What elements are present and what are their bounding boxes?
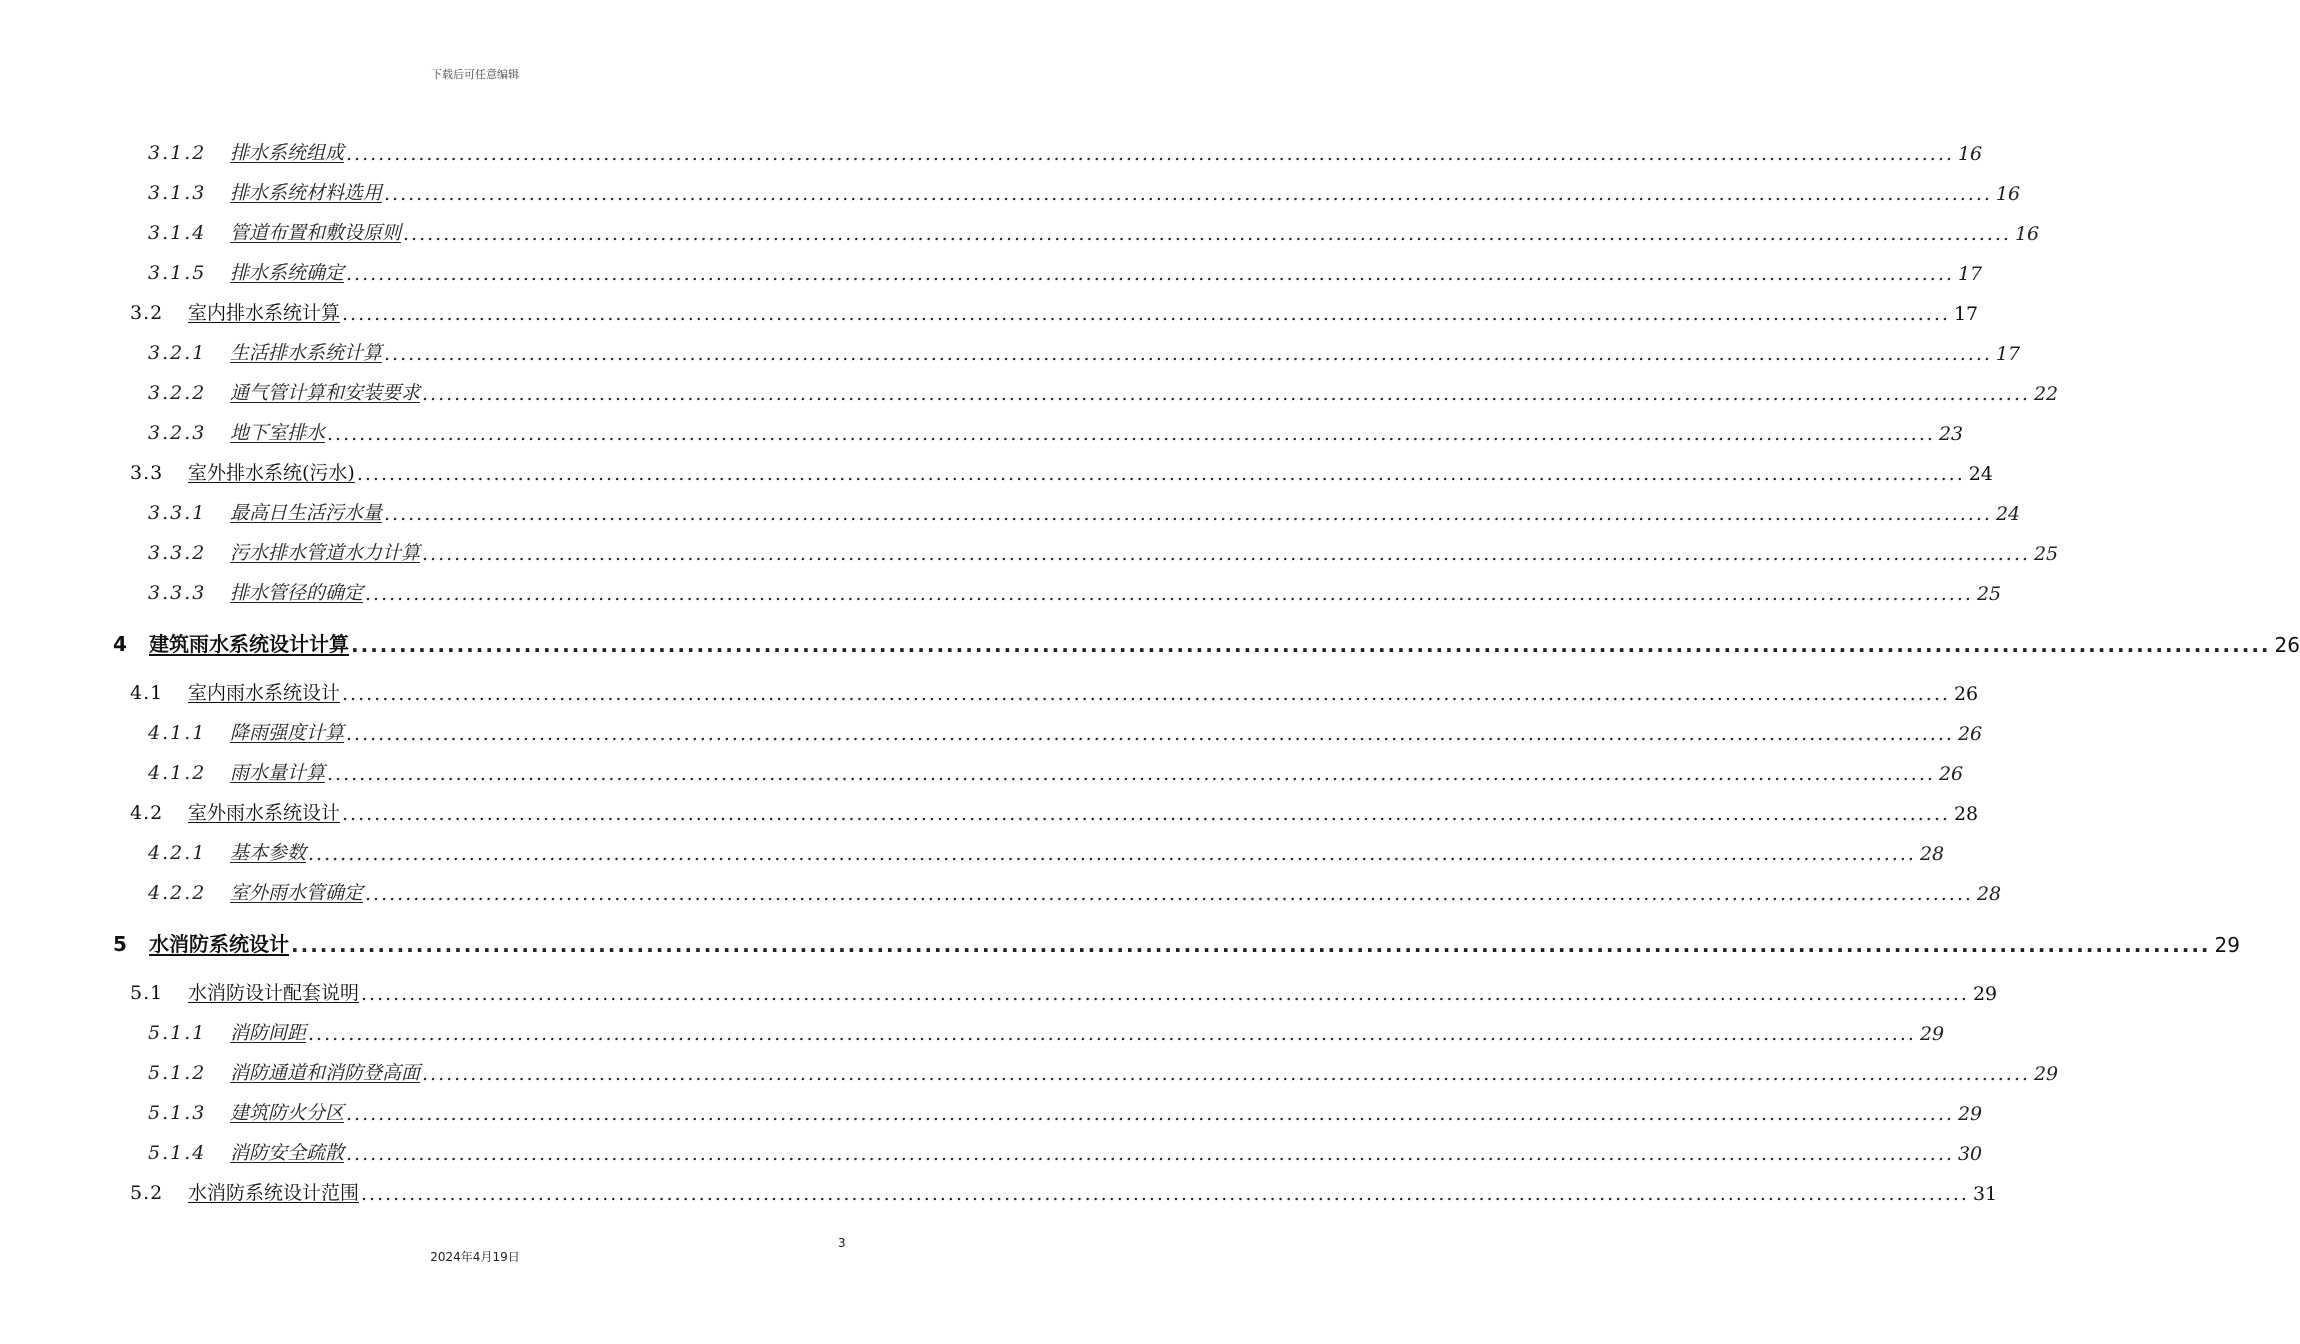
toc-dot-leader: ........................................................................................................................................................................................................ (365, 583, 1973, 605)
toc-entry[interactable] (113, 628, 2300, 657)
toc-dot-leader: ........................................................................................................................................................................................................ (342, 303, 1950, 325)
toc-entry-page: 28 (1953, 803, 1979, 825)
toc-entry-text: 降雨强度计算 (230, 722, 345, 744)
toc-entry-page: 24 (1995, 503, 2021, 525)
toc-entry-title[interactable] (148, 1138, 346, 1165)
toc-entry[interactable] (130, 458, 1993, 485)
toc-entry-title[interactable] (148, 1018, 308, 1045)
toc-entry-page: 28 (1976, 883, 2002, 905)
toc-entry-text: 污水排水管道水力计算 (230, 542, 421, 564)
toc-entry-text: 基本参数 (230, 842, 307, 864)
page-number: 3 (838, 1236, 846, 1250)
toc-entry-number: 3.2.2 (148, 382, 207, 404)
toc-entry-page: 17 (1957, 263, 1983, 285)
toc-entry-title[interactable] (148, 1098, 346, 1125)
toc-dot-leader: ........................................................................................................................................................................................................ (384, 183, 1992, 205)
toc-entry[interactable] (148, 418, 1964, 445)
toc-entry-number: 3.1.2 (148, 142, 207, 164)
toc-dot-leader: ........................................................................................................................................................................................................ (346, 263, 1954, 285)
toc-entry[interactable] (148, 758, 1964, 785)
toc-entry[interactable] (148, 1098, 1983, 1125)
toc-entry-title[interactable] (148, 498, 384, 525)
toc-entry-page: 26 (1938, 763, 1964, 785)
toc-entry-page: 17 (1995, 343, 2021, 365)
toc-entry-number: 3.3 (130, 462, 164, 484)
toc-entry-number: 3.3.3 (148, 582, 207, 604)
toc-entry-number: 3.2.3 (148, 422, 207, 444)
toc-entry-title[interactable] (148, 178, 384, 205)
toc-entry-text: 雨水量计算 (230, 762, 326, 784)
toc-dot-leader: ........................................................................................................................................................................................................ (422, 1063, 2030, 1085)
toc-entry[interactable] (130, 798, 1979, 825)
toc-dot-leader: ........................................................................................................................................................................................................ (291, 933, 2211, 957)
toc-entry-page: 30 (1957, 1143, 1983, 1165)
toc-entry[interactable] (130, 298, 1979, 325)
toc-entry[interactable] (148, 1138, 1983, 1165)
toc-dot-leader: ........................................................................................................................................................................................................ (346, 723, 1954, 745)
toc-dot-leader: ........................................................................................................................................................................................................ (346, 1103, 1954, 1125)
toc-dot-leader: ........................................................................................................................................................................................................ (308, 1023, 1916, 1045)
toc-entry-title[interactable] (130, 798, 342, 825)
toc-entry[interactable] (148, 538, 2059, 565)
toc-entry[interactable] (148, 218, 2040, 245)
toc-entry-page: 25 (1976, 583, 2002, 605)
footer-date: 2024年4月19日 (430, 1250, 520, 1264)
toc-entry[interactable] (148, 258, 1983, 285)
toc-dot-leader: ........................................................................................................................................................................................................ (327, 423, 1935, 445)
toc-entry-text: 生活排水系统计算 (230, 342, 383, 364)
toc-entry-text: 水消防设计配套说明 (188, 982, 360, 1004)
toc-entry-title[interactable] (148, 378, 422, 405)
toc-dot-leader: ........................................................................................................................................................................................................ (403, 223, 2011, 245)
toc-entry-number: 3.3.1 (148, 502, 207, 524)
toc-entry-text: 消防间距 (230, 1022, 307, 1044)
toc-dot-leader: ........................................................................................................................................................................................................ (351, 633, 2271, 657)
toc-entry[interactable] (148, 178, 2021, 205)
toc-entry-text: 通气管计算和安装要求 (230, 382, 421, 404)
toc-entry-number: 4.2 (130, 802, 164, 824)
toc-entry-text: 室外雨水管确定 (230, 882, 364, 904)
toc-entry-page: 26 (1957, 723, 1983, 745)
toc-dot-leader: ........................................................................................................................................................................................................ (356, 463, 1965, 485)
toc-dot-leader: ........................................................................................................................................................................................................ (308, 843, 1916, 865)
toc-dot-leader: ........................................................................................................................................................................................................ (342, 803, 1950, 825)
toc-entry-title[interactable] (148, 838, 308, 865)
toc-entry-text: 最高日生活污水量 (230, 502, 383, 524)
toc-entry-title[interactable] (148, 138, 346, 165)
toc-dot-leader: ........................................................................................................................................................................................................ (346, 1143, 1954, 1165)
toc-dot-leader: ........................................................................................................................................................................................................ (361, 983, 1969, 1005)
toc-entry-number: 3.3.2 (148, 542, 207, 564)
toc-entry-text: 排水系统确定 (230, 262, 345, 284)
toc-entry-page: 17 (1953, 303, 1979, 325)
toc-dot-leader: ........................................................................................................................................................................................................ (346, 143, 1954, 165)
toc-entry-page: 29 (1957, 1103, 1983, 1125)
toc-entry-page: 26 (1953, 683, 1979, 705)
toc-entry-title[interactable] (113, 628, 351, 657)
toc-entry-title[interactable] (148, 578, 365, 605)
toc-entry[interactable] (148, 718, 1983, 745)
toc-entry-number: 4.1 (130, 682, 164, 704)
toc-entry-text: 管道布置和敷设原则 (230, 222, 402, 244)
toc-entry[interactable] (113, 928, 2240, 957)
toc-dot-leader: ........................................................................................................................................................................................................ (342, 683, 1950, 705)
toc-entry-number: 5 (113, 932, 127, 956)
toc-entry-title[interactable] (148, 258, 346, 285)
toc-entry-title[interactable] (148, 718, 346, 745)
page-header: 下载后可任意编辑 (431, 68, 519, 81)
toc-entry-text: 地下室排水 (230, 422, 326, 444)
toc-entry-number: 3.1.3 (148, 182, 207, 204)
toc-entry-title[interactable] (148, 878, 365, 905)
toc-entry-number: 4.1.1 (148, 722, 207, 744)
toc-entry-title[interactable] (148, 338, 384, 365)
toc-dot-leader: ........................................................................................................................................................................................................ (361, 1183, 1969, 1205)
toc-entry-text: 室内排水系统计算 (188, 302, 341, 324)
toc-entry-number: 4.2.1 (148, 842, 207, 864)
toc-entry-text: 消防安全疏散 (230, 1142, 345, 1164)
toc-entry-number: 3.2 (130, 302, 164, 324)
toc-entry-number: 5.2 (130, 1182, 164, 1204)
toc-entry[interactable] (130, 1178, 1998, 1205)
toc-entry-text: 室外雨水系统设计 (188, 802, 341, 824)
toc-entry[interactable] (148, 1018, 1945, 1045)
toc-entry-number: 5.1.2 (148, 1062, 207, 1084)
toc-entry-text: 室外排水系统(污水) (188, 462, 355, 484)
toc-entry-number: 4.2.2 (148, 882, 207, 904)
toc-entry-title[interactable] (148, 538, 422, 565)
toc-entry-text: 水消防系统设计范围 (188, 1182, 360, 1204)
toc-entry-page: 16 (2014, 223, 2040, 245)
toc-entry[interactable] (148, 1058, 2059, 1085)
toc-entry-title[interactable] (148, 418, 327, 445)
toc-entry-title[interactable] (113, 928, 291, 957)
toc-entry-page: 22 (2033, 383, 2059, 405)
toc-entry[interactable] (148, 578, 2002, 605)
toc-entry-number: 5.1.3 (148, 1102, 207, 1124)
toc-entry[interactable] (148, 878, 2002, 905)
toc-entry[interactable] (148, 498, 2021, 525)
toc-entry-number: 5.1.4 (148, 1142, 207, 1164)
toc-entry-text: 排水管径的确定 (230, 582, 364, 604)
toc-entry-page: 29 (1919, 1023, 1945, 1045)
toc-entry[interactable] (148, 338, 2021, 365)
toc-entry[interactable] (130, 678, 1979, 705)
toc-entry-text: 水消防系统设计 (149, 932, 289, 956)
toc-dot-leader: ........................................................................................................................................................................................................ (384, 503, 1992, 525)
toc-entry-number: 3.1.4 (148, 222, 207, 244)
toc-entry-title[interactable] (130, 458, 357, 485)
toc-entry-text: 排水系统材料选用 (230, 182, 383, 204)
toc-entry-page: 29 (2033, 1063, 2059, 1085)
toc-entry-page: 16 (1995, 183, 2021, 205)
toc-entry-page: 26 (2274, 633, 2300, 657)
toc-entry-page: 24 (1968, 463, 1993, 485)
toc-entry-number: 5.1.1 (148, 1022, 207, 1044)
toc-entry-number: 4.1.2 (148, 762, 207, 784)
toc-entry-page: 29 (1972, 983, 1998, 1005)
toc-entry[interactable] (148, 838, 1945, 865)
toc-entry-title[interactable] (130, 298, 342, 325)
toc-dot-leader: ........................................................................................................................................................................................................ (384, 343, 1992, 365)
toc-entry-page: 23 (1938, 423, 1964, 445)
toc-entry-number: 5.1 (130, 982, 164, 1004)
toc-dot-leader: ........................................................................................................................................................................................................ (327, 763, 1935, 785)
toc-entry-title[interactable] (130, 978, 361, 1005)
toc-entry-number: 3.1.5 (148, 262, 207, 284)
toc-entry[interactable] (148, 378, 2059, 405)
toc-entry-title[interactable] (148, 218, 403, 245)
toc-entry[interactable] (148, 138, 1983, 165)
toc-entry-page: 25 (2033, 543, 2059, 565)
toc-entry-number: 4 (113, 632, 127, 656)
toc-entry-title[interactable] (130, 1178, 361, 1205)
toc-entry-page: 29 (2214, 933, 2240, 957)
toc-entry-text: 消防通道和消防登高面 (230, 1062, 421, 1084)
toc-entry-text: 室内雨水系统设计 (188, 682, 341, 704)
toc-entry[interactable] (130, 978, 1998, 1005)
toc-entry-title[interactable] (148, 1058, 422, 1085)
toc-entry-text: 建筑雨水系统设计计算 (149, 632, 349, 656)
toc-entry-title[interactable] (148, 758, 327, 785)
toc-dot-leader: ........................................................................................................................................................................................................ (422, 543, 2030, 565)
toc-entry-text: 排水系统组成 (230, 142, 345, 164)
toc-entry-number: 3.2.1 (148, 342, 207, 364)
toc-entry-page: 16 (1957, 143, 1983, 165)
toc-dot-leader: ........................................................................................................................................................................................................ (365, 883, 1973, 905)
toc-entry-text: 建筑防火分区 (230, 1102, 345, 1124)
toc-entry-title[interactable] (130, 678, 342, 705)
toc-dot-leader: ........................................................................................................................................................................................................ (422, 383, 2030, 405)
toc-entry-page: 28 (1919, 843, 1945, 865)
toc-entry-page: 31 (1972, 1183, 1998, 1205)
